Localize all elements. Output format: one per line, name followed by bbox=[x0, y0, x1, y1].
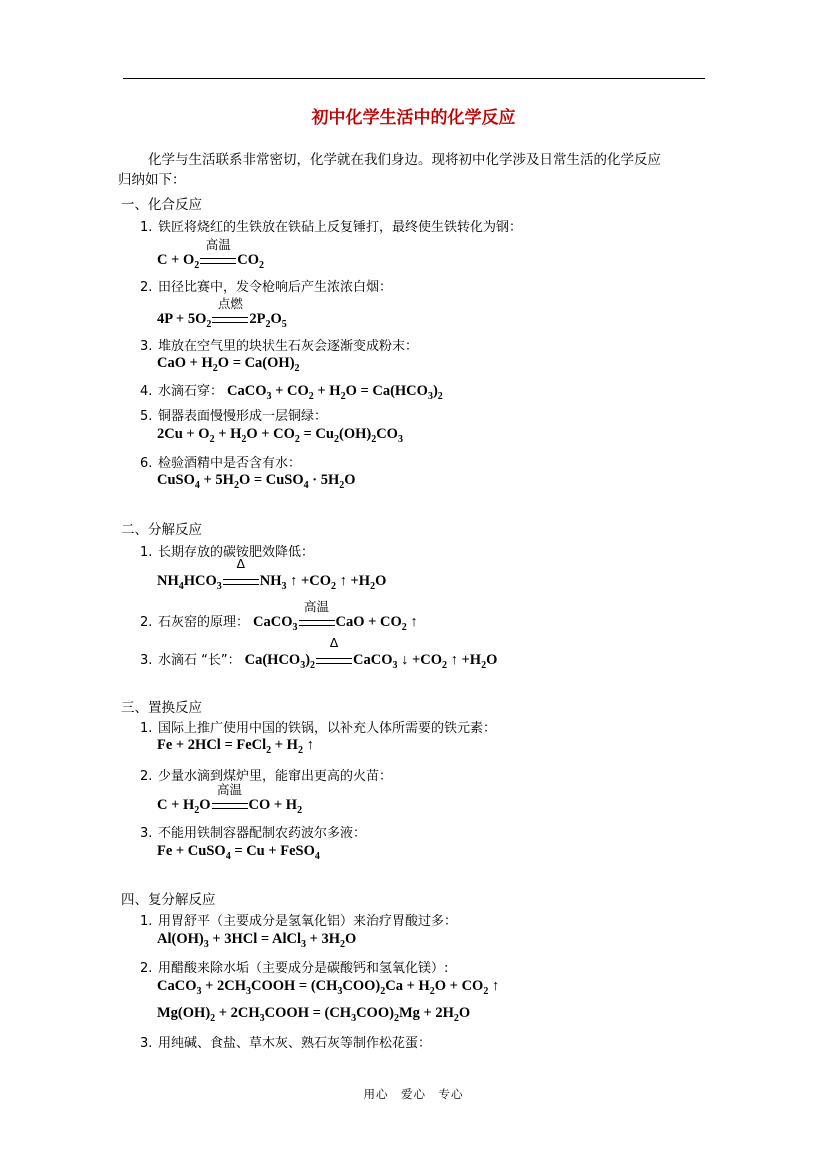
item-text: 用胃舒平（主要成分是氢氧化铝）来治疗胃酸过多： bbox=[158, 914, 458, 929]
item-text: 堆放在空气里的块状生石灰会逐渐变成粉末： bbox=[158, 339, 419, 354]
equation: $Al(OH)_3 + 3HCl$ = AlCl$_3$ + $3H_2O$ bbox=[157, 931, 357, 950]
item-text: 铜器表面慢慢形成一层铜绿： bbox=[158, 409, 328, 424]
item-text: 检验酒精中是否含有水： bbox=[158, 456, 302, 471]
list-item: 1. 用胃舒平（主要成分是氢氧化铝）来治疗胃酸过多： bbox=[140, 914, 458, 929]
equation: $C + O_2$ 高温 $CO_2$ bbox=[157, 237, 265, 271]
equation: $4P + 5O_2$ 点燃 $2P_2O_5$ bbox=[157, 296, 287, 330]
equation: CaCO$_3$ 高温 CaO + $CO_2$ ↑ bbox=[253, 599, 418, 633]
intro-line-1: 化学与生活联系非常密切，化学就在我们身边。现将初中化学涉及日常生活的化学反应 bbox=[148, 152, 661, 168]
equation: CaO + $H_2O = Ca(OH)_2$ bbox=[157, 355, 300, 374]
equation: CaCO$_3$ + $CO_2 + H_2O = Ca(HCO_3)_2$ bbox=[227, 383, 443, 402]
item-text: 水滴石 “长”： bbox=[158, 653, 241, 668]
section-heading-displacement: 三、置换反应 bbox=[121, 700, 202, 716]
equation: $Mg(OH)_2$ + $2CH_3COOH = (CH_3COO)_2Mg + 2H_2O$ bbox=[157, 1005, 471, 1024]
item-text: 用醋酸来除水垢（主要成分是碳酸钙和氢氧化镁）: bbox=[158, 961, 449, 976]
list-item: 2. 石灰窑的原理： CaCO$_3$ 高温 CaO + $CO_2$ ↑ bbox=[140, 599, 418, 633]
item-text: 长期存放的碳铵肥效降低： bbox=[158, 545, 315, 560]
list-item: 1. 国际上推广使用中国的铁锅，以补充人体所需要的铁元素： bbox=[140, 721, 497, 736]
equation: $Ca(HCO_3)_2$ Δ CaCO$_3$ ↓ $+CO_2$ ↑ $+H_2O$ bbox=[244, 635, 498, 671]
list-item: 2. 田径比赛中，发令枪响后产生浓浓白烟： bbox=[140, 280, 393, 295]
page-title: 初中化学生活中的化学反应 bbox=[311, 108, 516, 128]
reaction-condition: 高温 bbox=[199, 252, 237, 269]
section-heading-double-displacement: 四、复分解反应 bbox=[121, 892, 216, 908]
item-text: 水滴石穿： bbox=[158, 384, 224, 399]
list-item: 6. 检验酒精中是否含有水： bbox=[140, 456, 302, 471]
equation: Fe + 2HCl = FeCl$_2$ + $H_2$ ↑ bbox=[157, 737, 314, 756]
list-item: 3. 堆放在空气里的块状生石灰会逐渐变成粉末： bbox=[140, 339, 419, 354]
equation: CaCO$_3$ + $2CH_3COOH = (CH_3COO)_2Ca + H_2O + CO_2$ ↑ bbox=[157, 978, 500, 997]
list-item: 3. 水滴石 “长”： $Ca(HCO_3)_2$ Δ CaCO$_3$ ↓ $+CO_2$ ↑ $+H_2O$ bbox=[140, 635, 498, 671]
list-item: 3. 不能用铁制容器配制农药波尔多液： bbox=[140, 826, 367, 841]
reaction-condition: 高温 bbox=[211, 797, 249, 814]
equation: $2Cu + O_2 + H_2O + CO_2 = Cu_2(OH)_2CO_3$ bbox=[157, 426, 403, 445]
equation: $NH_4HCO_3$ Δ $NH_3$ ↑ $+CO_2$ ↑ $+H_2O$ bbox=[157, 556, 387, 592]
list-item: 1. 长期存放的碳铵肥效降低： bbox=[140, 545, 315, 560]
equation: Fe + CuSO$_4$ = Cu + FeSO$_4$ bbox=[157, 843, 320, 862]
item-text: 石灰窑的原理： bbox=[158, 615, 250, 630]
item-text: 不能用铁制容器配制农药波尔多液： bbox=[158, 826, 367, 841]
intro-line-2: 归纳如下： bbox=[118, 172, 186, 188]
equation: $C + H_2O$ 高温 CO + $H_2$ bbox=[157, 782, 303, 816]
equation: CuSO$_4$ + $5H_2O$ = CuSO$_4$ · $5H_2O$ bbox=[157, 472, 356, 491]
list-item: 2. 用醋酸来除水垢（主要成分是碳酸钙和氢氧化镁）: bbox=[140, 961, 449, 976]
list-item: 3. 用纯碱、食盐、草木灰、熟石灰等制作松花蛋： bbox=[140, 1036, 432, 1051]
reaction-condition: Δ bbox=[315, 652, 353, 669]
page-footer: 用心 爱心 专心 bbox=[363, 1087, 464, 1101]
reaction-condition: 点燃 bbox=[211, 311, 249, 328]
reaction-condition: Δ bbox=[222, 573, 260, 590]
intro-paragraph bbox=[118, 150, 718, 190]
item-text: 铁匠将烧红的生铁放在铁砧上反复锤打，最终使生铁转化为钢： bbox=[158, 220, 523, 235]
item-text: 少量水滴到煤炉里，能窜出更高的火苗： bbox=[158, 769, 393, 784]
item-text: 田径比赛中，发令枪响后产生浓浓白烟： bbox=[158, 280, 393, 295]
reaction-condition: 高温 bbox=[298, 614, 336, 631]
header-rule bbox=[123, 78, 705, 79]
item-text: 用纯碱、食盐、草木灰、熟石灰等制作松花蛋： bbox=[158, 1036, 432, 1051]
section-heading-combination: 一、化合反应 bbox=[121, 197, 202, 213]
list-item: 2. 少量水滴到煤炉里，能窜出更高的火苗： bbox=[140, 769, 393, 784]
section-heading-decomposition: 二、分解反应 bbox=[121, 522, 202, 538]
list-item: 1. 铁匠将烧红的生铁放在铁砧上反复锤打，最终使生铁转化为钢： bbox=[140, 220, 523, 235]
list-item: 4. 水滴石穿： CaCO$_3$ + $CO_2 + H_2O = Ca(HCO_3)_2$ bbox=[140, 383, 443, 402]
item-text: 国际上推广使用中国的铁锅，以补充人体所需要的铁元素： bbox=[158, 721, 497, 736]
list-item: 5. 铜器表面慢慢形成一层铜绿： bbox=[140, 409, 328, 424]
